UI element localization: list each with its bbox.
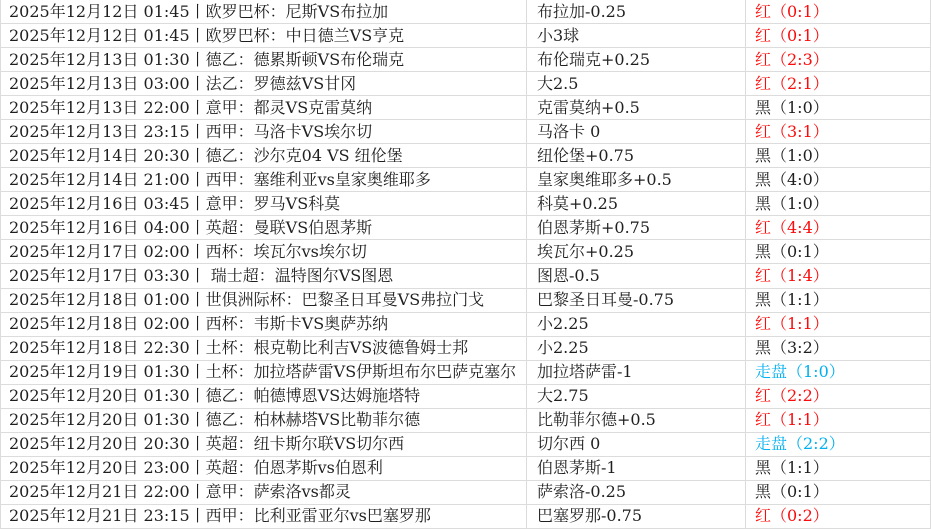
match-cell: 2025年12月16日 04:00丨英超：曼联VS伯恩茅斯 — [0, 216, 527, 239]
result-cell: 走盘（1:0） — [746, 361, 931, 384]
handicap-cell: 加拉塔萨雷-1 — [527, 361, 746, 384]
table-row — [0, 24, 931, 48]
match-cell: 2025年12月20日 01:30丨德乙：帕德博恩VS达姆施塔特 — [0, 385, 527, 408]
handicap-cell: 图恩-0.5 — [527, 264, 746, 287]
match-cell: 2025年12月20日 01:30丨德乙：柏林赫塔VS比勒菲尔德 — [0, 409, 527, 432]
handicap-cell: 巴塞罗那-0.75 — [527, 505, 746, 528]
handicap-cell: 伯恩茅斯-1 — [527, 457, 746, 480]
table-row — [0, 264, 931, 288]
table-row — [0, 409, 931, 433]
table-row — [0, 0, 931, 24]
result-cell: 黑（0:1） — [746, 240, 931, 263]
table-row — [0, 192, 931, 216]
table-row — [0, 313, 931, 337]
match-cell: 2025年12月18日 22:30丨土杯：根克勒比利吉VS波德鲁姆士邦 — [0, 337, 527, 360]
result-cell: 黑（4:0） — [746, 168, 931, 191]
match-cell: 2025年12月16日 03:45丨意甲：罗马VS科莫 — [0, 192, 527, 215]
result-cell: 红（4:4） — [746, 216, 931, 239]
table-row — [0, 457, 931, 481]
handicap-cell: 纽伦堡+0.75 — [527, 144, 746, 167]
table-row — [0, 120, 931, 144]
result-cell: 红（0:2） — [746, 505, 931, 528]
match-cell: 2025年12月12日 01:45丨欧罗巴杯：中日德兰VS亨克 — [0, 24, 527, 47]
match-cell: 2025年12月21日 22:00丨意甲：萨索洛vs都灵 — [0, 481, 527, 504]
handicap-cell: 比勒菲尔德+0.5 — [527, 409, 746, 432]
result-cell: 黑（1:0） — [746, 144, 931, 167]
table-row — [0, 72, 931, 96]
table-row — [0, 96, 931, 120]
handicap-cell: 切尔西 0 — [527, 433, 746, 456]
handicap-cell: 埃瓦尔+0.25 — [527, 240, 746, 263]
handicap-cell: 萨索洛-0.25 — [527, 481, 746, 504]
handicap-cell: 马洛卡 0 — [527, 120, 746, 143]
match-cell: 2025年12月19日 01:30丨土杯：加拉塔萨雷VS伊斯坦布尔巴萨克塞尔 — [0, 361, 527, 384]
handicap-cell: 小3球 — [527, 24, 746, 47]
table-row — [0, 48, 931, 72]
table-row — [0, 361, 931, 385]
table-row — [0, 240, 931, 264]
result-cell: 红（2:3） — [746, 48, 931, 71]
result-cell: 黑（1:0） — [746, 192, 931, 215]
match-cell: 2025年12月13日 03:00丨法乙：罗德兹VS甘冈 — [0, 72, 527, 95]
table-row — [0, 289, 931, 313]
table-row — [0, 481, 931, 505]
match-cell: 2025年12月17日 03:30丨 瑞士超：温特图尔VS图恩 — [0, 264, 527, 287]
result-cell: 红（1:1） — [746, 313, 931, 336]
table-row — [0, 337, 931, 361]
result-cell: 红（0:1） — [746, 24, 931, 47]
match-cell: 2025年12月18日 02:00丨西杯：韦斯卡VS奥萨苏纳 — [0, 313, 527, 336]
handicap-cell: 小2.25 — [527, 313, 746, 336]
match-cell: 2025年12月13日 01:30丨德乙：德累斯顿VS布伦瑞克 — [0, 48, 527, 71]
handicap-cell: 布伦瑞克+0.25 — [527, 48, 746, 71]
match-cell: 2025年12月14日 21:00丨西甲：塞维利亚vs皇家奥维耶多 — [0, 168, 527, 191]
result-cell: 红（1:1） — [746, 409, 931, 432]
table-row — [0, 433, 931, 457]
handicap-cell: 巴黎圣日耳曼-0.75 — [527, 289, 746, 312]
result-cell: 黑（1:1） — [746, 457, 931, 480]
result-cell: 红（1:4） — [746, 264, 931, 287]
result-cell: 红（2:1） — [746, 72, 931, 95]
handicap-cell: 克雷莫纳+0.5 — [527, 96, 746, 119]
result-cell: 红（0:1） — [746, 0, 931, 23]
result-cell: 黑（1:0） — [746, 96, 931, 119]
match-cell: 2025年12月13日 22:00丨意甲：都灵VS克雷莫纳 — [0, 96, 527, 119]
match-cell: 2025年12月20日 20:30丨英超：纽卡斯尔联VS切尔西 — [0, 433, 527, 456]
match-cell: 2025年12月12日 01:45丨欧罗巴杯：尼斯VS布拉加 — [0, 0, 527, 23]
handicap-cell: 小2.25 — [527, 337, 746, 360]
table-row — [0, 216, 931, 240]
match-cell: 2025年12月20日 23:00丨英超：伯恩茅斯vs伯恩利 — [0, 457, 527, 480]
handicap-cell: 皇家奥维耶多+0.5 — [527, 168, 746, 191]
match-cell: 2025年12月13日 23:15丨西甲：马洛卡VS埃尔切 — [0, 120, 527, 143]
handicap-cell: 大2.75 — [527, 385, 746, 408]
result-cell: 红（3:1） — [746, 120, 931, 143]
result-cell: 走盘（2:2） — [746, 433, 931, 456]
result-cell: 黑（3:2） — [746, 337, 931, 360]
handicap-cell: 伯恩茅斯+0.75 — [527, 216, 746, 239]
table-row — [0, 505, 931, 529]
handicap-cell: 大2.5 — [527, 72, 746, 95]
match-cell: 2025年12月17日 02:00丨西杯：埃瓦尔vs埃尔切 — [0, 240, 527, 263]
table-row — [0, 168, 931, 192]
match-cell: 2025年12月18日 01:00丨世俱洲际杯：巴黎圣日耳曼VS弗拉门戈 — [0, 289, 527, 312]
handicap-cell: 布拉加-0.25 — [527, 0, 746, 23]
handicap-cell: 科莫+0.25 — [527, 192, 746, 215]
match-cell: 2025年12月21日 23:15丨西甲：比利亚雷亚尔vs巴塞罗那 — [0, 505, 527, 528]
result-cell: 黑（1:1） — [746, 289, 931, 312]
table-row — [0, 144, 931, 168]
result-cell: 红（2:2） — [746, 385, 931, 408]
table-row — [0, 385, 931, 409]
match-cell: 2025年12月14日 20:30丨德乙：沙尔克04 VS 纽伦堡 — [0, 144, 527, 167]
result-cell: 黑（0:1） — [746, 481, 931, 504]
